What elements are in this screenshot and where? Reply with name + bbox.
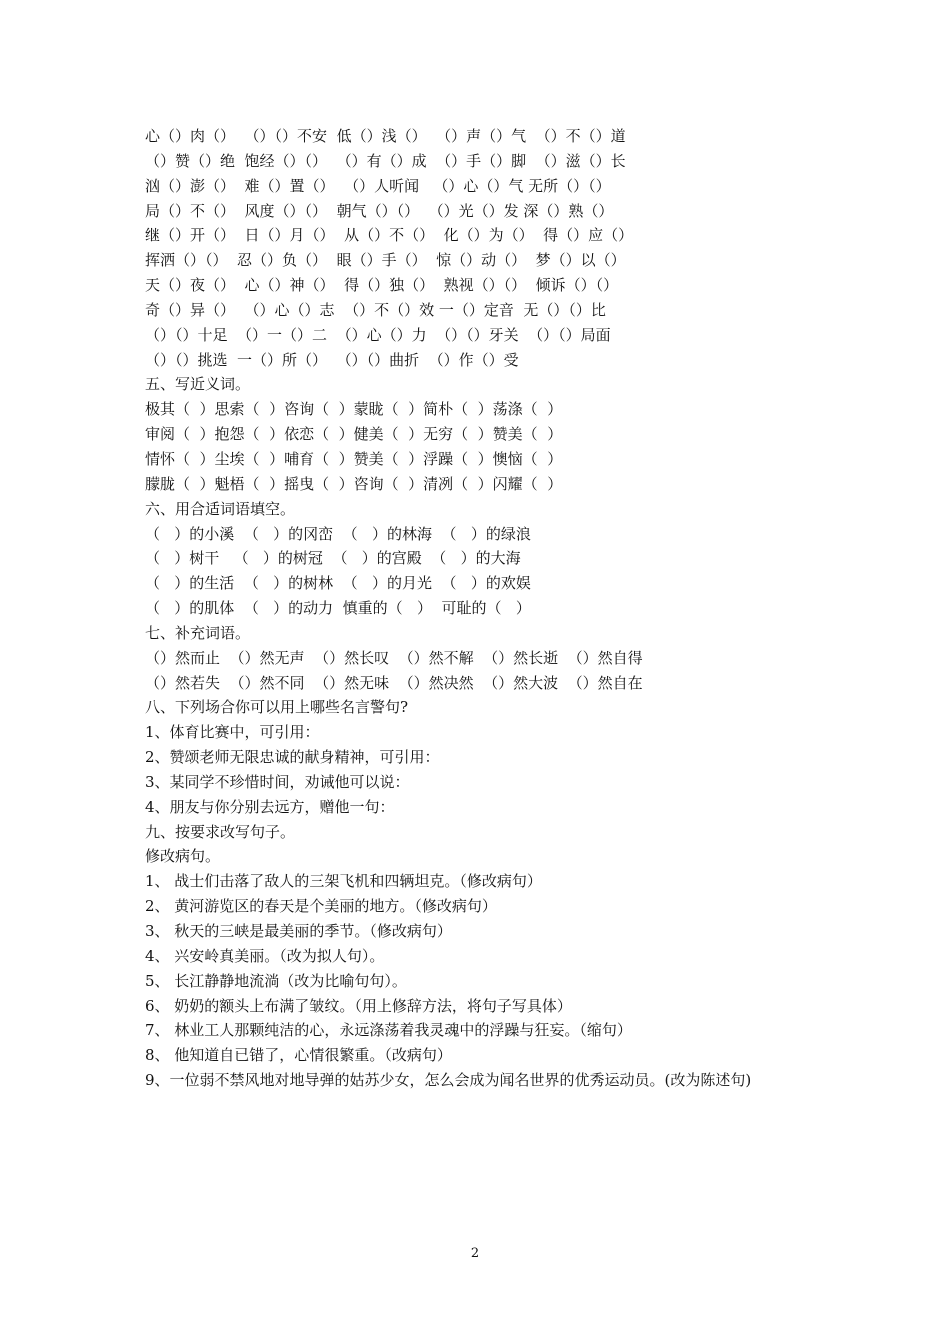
text-line: 1、体育比赛中，可引用： — [145, 723, 320, 742]
text-line: 挥洒（）（） 忍（）负（） 眼（）手（） 惊（）动（） 梦（）以（） — [145, 251, 626, 270]
text-line: 汹（）澎（） 难（）置（） （）人听闻 （）心（）气 无所（）（） — [145, 176, 611, 195]
text-line: 极其（ ）思索（ ）咨询（ ）蒙眬（ ）简朴（ ）荡涤（ ） — [145, 400, 563, 419]
text-line: （）然而止 （）然无声 （）然长叹 （）然不解 （）然长逝 （）然自得 — [145, 648, 643, 667]
text-line: 审阅（ ）抱怨（ ）依恋（ ）健美（ ）无穷（ ）赞美（ ） — [145, 425, 563, 444]
text-line: 3、某同学不珍惜时间，劝诫他可以说： — [145, 772, 410, 791]
section-heading: 六、用合适词语填空。 — [145, 499, 296, 518]
text-line: （ ）的肌体 （ ）的动力 慎重的（ ） 可耻的（ ） — [145, 599, 531, 618]
text-line: 修改病句。 — [145, 847, 221, 866]
text-line: 继（）开（） 日（）月（） 从（）不（） 化（）为（） 得（）应（） — [145, 226, 634, 245]
text-line: 6、 奶奶的额头上布满了皱纹。（用上修辞方法，将句子写具体） — [145, 996, 572, 1015]
text-line: 2、 黄河游览区的春天是个美丽的地方。（修改病句） — [145, 897, 497, 916]
text-line: （ ）的生活 （ ）的树林 （ ）的月光 （ ）的欢娱 — [145, 574, 531, 593]
text-line: 2、赞颂老师无限忠诚的献身精神，可引用： — [145, 748, 440, 767]
page-number: 2 — [470, 1246, 480, 1261]
section-heading: 九、按要求改写句子。 — [145, 822, 296, 841]
text-line: （ ）的小溪 （ ）的冈峦 （ ）的林海 （ ）的绿浪 — [145, 524, 531, 543]
text-line: （）赞（）绝 饱经（）（） （）有（）成 （）手（）脚 （）滋（）长 — [145, 151, 626, 170]
document-body — [145, 124, 845, 1093]
text-line: 天（）夜（） 心（）神（） 得（）独（） 熟视（）（） 倾诉（）（） — [145, 276, 619, 295]
text-line: 朦胧（ ）魁梧（ ）摇曳（ ）咨询（ ）清冽（ ）闪耀（ ） — [145, 474, 563, 493]
text-line: （）（）挑选 一（）所（） （）（）曲折 （）作（）受 — [145, 350, 519, 369]
text-line: （）（）十足 （）一（）二 （）心（）力 （）（）牙关 （）（）局面 — [145, 325, 611, 344]
text-line: 8、 他知道自已错了，心情很繁重。（改病句） — [145, 1046, 452, 1065]
text-line: 奇（）异（） （）心（）志 （）不（）效 一（）定音 无（）（）比 — [145, 300, 606, 319]
text-line: （ ）树干 （ ）的树冠 （ ）的宫殿 （ ）的大海 — [145, 549, 521, 568]
text-line: 情怀（ ）尘埃（ ）哺育（ ）赞美（ ）浮躁（ ）懊恼（ ） — [145, 449, 563, 468]
text-line: 9、一位弱不禁风地对地导弹的姑苏少女，怎么会成为闻名世界的优秀运动员。(改为陈述句) — [145, 1071, 752, 1090]
text-line: 3、 秋天的三峡是最美丽的季节。（修改病句） — [145, 922, 452, 940]
section-heading: 七、补充词语。 — [145, 623, 251, 642]
text-line: 4、 兴安岭真美丽。（改为拟人句）。 — [145, 946, 385, 965]
text-line: 1、 战士们击落了敌人的三架飞机和四辆坦克。（修改病句） — [145, 872, 542, 891]
section-heading: 五、写近义词。 — [145, 375, 251, 394]
text-line: 4、朋友与你分别去远方，赠他一句： — [145, 797, 395, 816]
text-line: 局（）不（） 风度（）（） 朝气（）（） （）光（）发 深（）熟（） — [145, 201, 614, 220]
text-line: 7、 林业工人那颗纯洁的心，永远涤荡着我灵魂中的浮躁与狂妄。（缩句） — [145, 1021, 632, 1040]
section-heading: 八、下列场合你可以用上哪些名言警句? — [145, 698, 409, 717]
text-line: （）然若失 （）然不同 （）然无味 （）然决然 （）然大波 （）然自在 — [145, 673, 643, 692]
text-line: 5、 长江静静地流淌（改为比喻句句）。 — [145, 971, 407, 990]
text-line: 心（）肉（） （）（）不安 低（）浅（） （）声（）气 （）不（）道 — [145, 127, 626, 145]
